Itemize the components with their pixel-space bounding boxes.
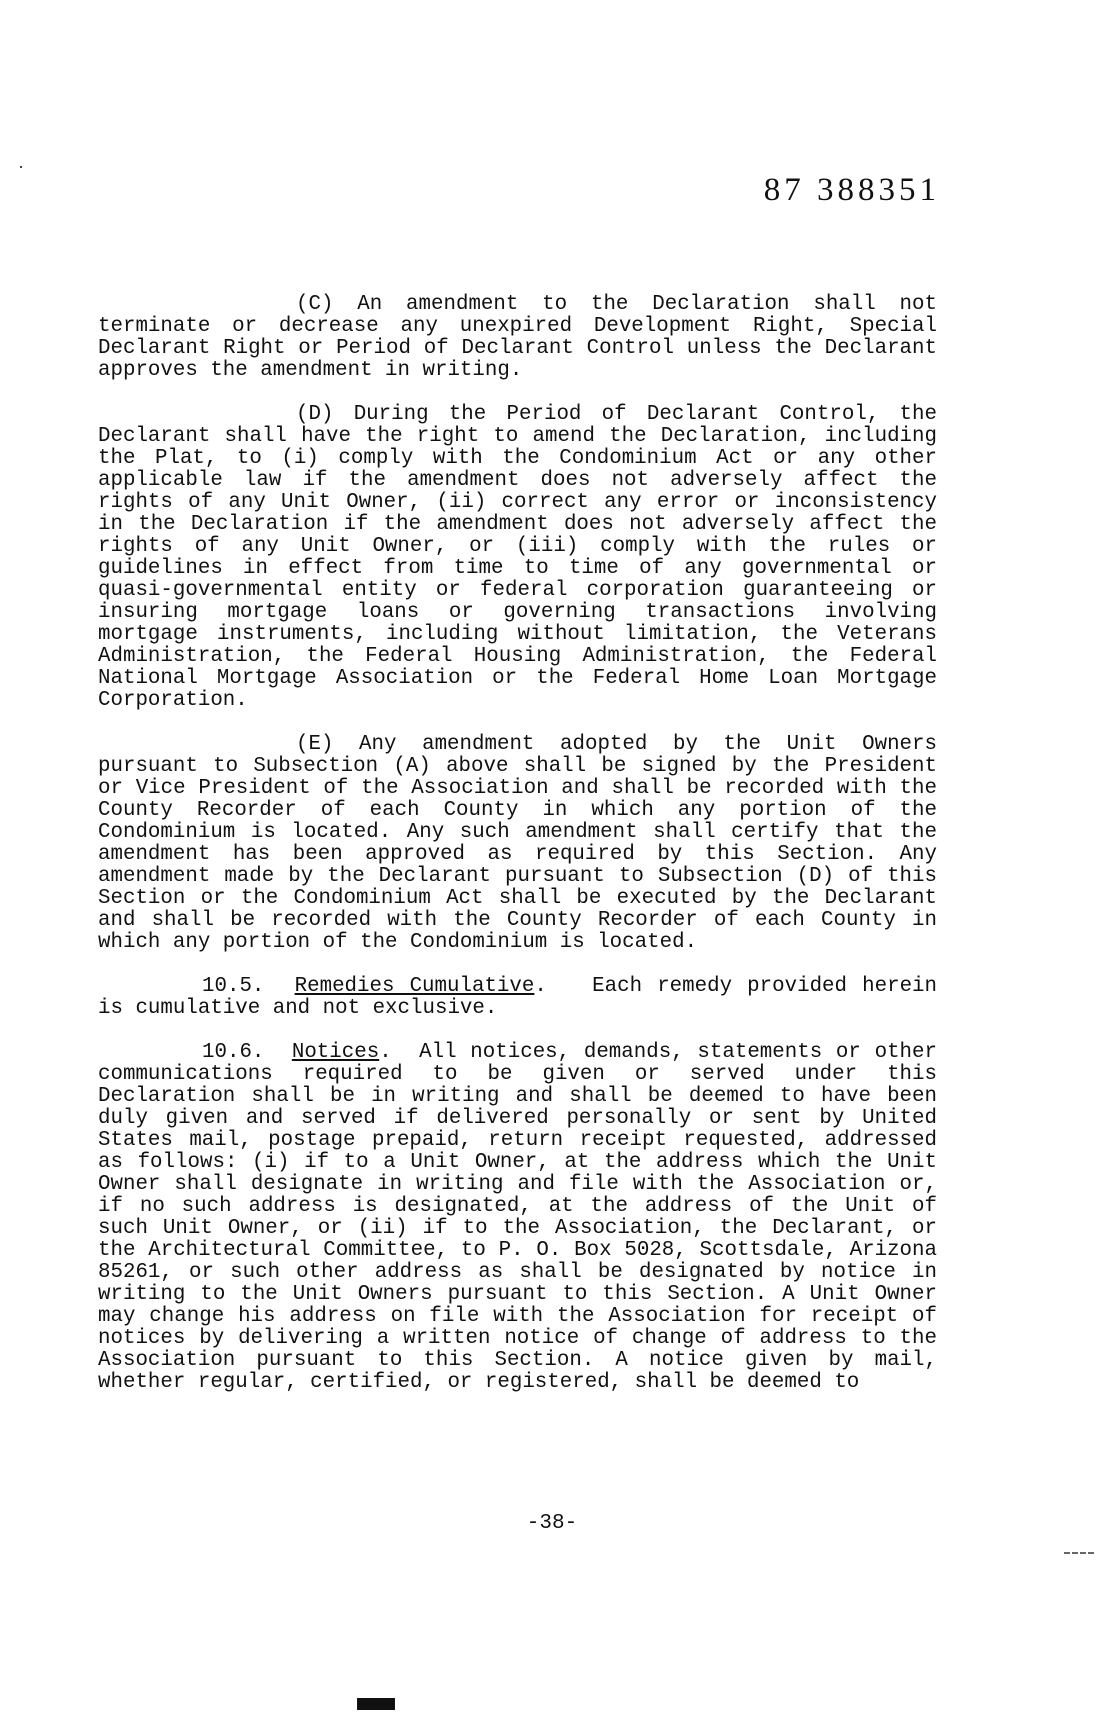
- document-number: 87 388351: [763, 172, 940, 208]
- page-number: -38-: [526, 1512, 578, 1535]
- section-10-6: 10.6. Notices. All notices, demands, statements or other communications required to be given or served under this Declaration shall be in writing and shall be deemed to have been duly given and served if delivered personally or sent by United States mail, postage prepaid, return receipt requested, addressed as follows: (i) if to a Unit Owner, at the address which the Unit Owner shall designate in writing and file with the Association or, if no such address is designated, at the address of the Unit of such Unit Owner, or (ii) if to the Association, the Declarant, or the Architectural Committee, to P. O. Box 5028, Scottsdale, Arizona 85261, or such other address as shall be designated by notice in writing to the Unit Owners pursuant to this Section. A Unit Owner may change his address on file with the Association for receipt of notices by delivering a written notice of change of address to the Association pursuant to this Section. A notice given by mail, whether regular, certified, or registered, shall be deemed to: [98, 1041, 937, 1394]
- scan-speck: [20, 166, 22, 168]
- section-text: Each remedy provided herein is cumulative and not exclusive.: [98, 975, 938, 1020]
- paragraph-d: (D) During the Period of Declarant Control, the Declarant shall have the right to amend the Declaration, including the Plat, to (i) comply with the Condominium Act or any other applicable law if the amendment does not adversely affect the rights of any Unit Owner, (ii) correct any error or inconsistency in the Declaration if the amendment does not adversely affect the rights of any Unit Owner, or (iii) comply with the rules or guidelines in effect from time to time of any governmental or quasi-governmental entity or federal corporation guaranteeing or insuring mortgage loans or governing transactions involving mortgage instruments, including without limitation, the Veterans Administration, the Federal Housing Administration, the Federal National Mortgage Association or the Federal Home Loan Mortgage Corporation.: [98, 403, 937, 712]
- section-heading: Remedies Cumulative: [294, 975, 535, 998]
- section-number: 10.5.: [202, 975, 265, 998]
- section-heading: Notices: [291, 1041, 380, 1064]
- section-text: All notices, demands, statements or other communications required to be given or served under this Declaration shall be in writing and shall be deemed to have been duly given and served if delivered personally or sent by United States mail, postage prepaid, return receipt requested, addressed as follows: (i) if to a Unit Owner, at the address which the Unit Owner shall designate in writing and file with the Association or, if no such address is designated, at the address of the Unit of such Unit Owner, or (ii) if to the Association, the Declarant, or the Architectural Committee, to P. O. Box 5028, Scottsdale, Arizona 85261, or such other address as shall be designated by notice in writing to the Unit Owners pursuant to this Section. A Unit Owner may change his address on file with the Association for receipt of notices by delivering a written notice of change of address to the Association pursuant to this Section. A notice given by mail, whether regular, certified, or registered, shall be deemed to: [98, 1041, 937, 1394]
- section-number: 10.6.: [202, 1041, 265, 1064]
- section-10-5: 10.5. Remedies Cumulative. Each remedy provided herein is cumulative and not exclusive.: [98, 975, 938, 1020]
- scan-edge-marks: [1064, 1552, 1094, 1554]
- paragraph-e: (E) Any amendment adopted by the Unit Owners pursuant to Subsection (A) above shall be signed by the President or Vice President of the Association and shall be recorded with the County Recorder of each County in which any portion of the Condominium is located. Any such amendment shall certify that the amendment has been approved as required by this Section. Any amendment made by the Declarant pursuant to Subsection (D) of this Section or the Condominium Act shall be executed by the Declarant and shall be recorded with the County Recorder of each County in which any portion of the Condominium is located.: [98, 733, 937, 954]
- paragraph-c: (C) An amendment to the Declaration shall not terminate or decrease any unexpired Development Right, Special Declarant Right or Period of Declarant Control unless the Declarant approves the amendment in writing.: [98, 293, 937, 382]
- page-body: [98, 294, 937, 1416]
- scan-registration-mark: [357, 1698, 395, 1710]
